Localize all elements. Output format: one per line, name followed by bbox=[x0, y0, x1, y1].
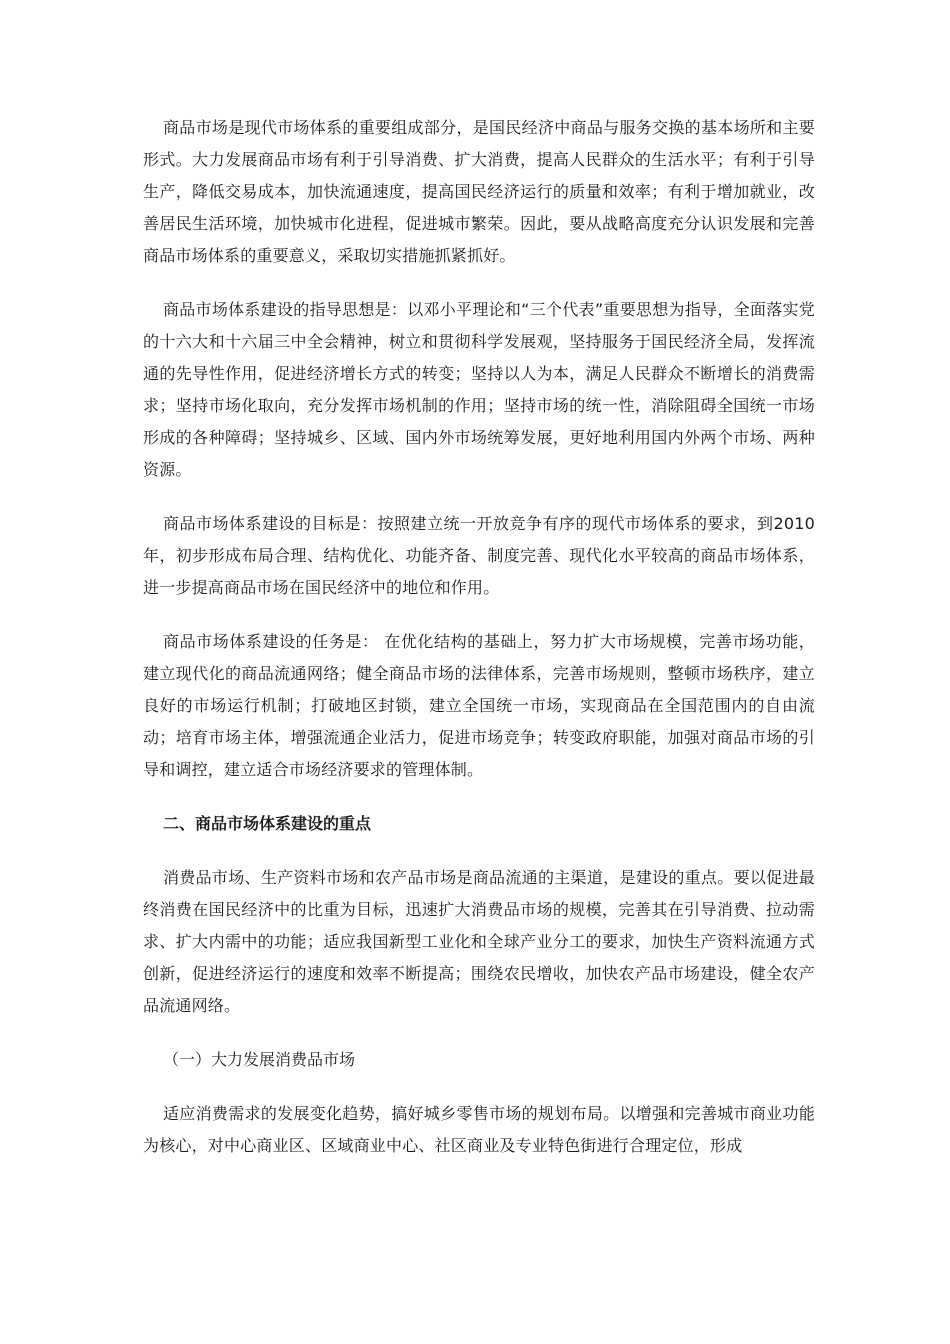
paragraph-consumer-market: 适应消费需求的发展变化趋势，搞好城乡零售市场的规划布局。以增强和完善城市商业功能为核心，对中心商业区、区域商业中心、社区商业及专业特色街进行合理定位，形成 bbox=[143, 1104, 815, 1155]
paragraph-gap bbox=[143, 486, 815, 508]
section-heading: 二、商品市场体系建设的重点 bbox=[163, 814, 372, 833]
paragraph-key-markets: 消费品市场、生产资料市场和农产品市场是商品流通的主渠道，是建设的重点。要以促进最终消费在国民经济中的比重为目标，迅速扩大消费品市场的规模，完善其在引导消费、拉动需求、扩大内需中的功能；适应我国新型工业化和全球产业分工的要求，加快生产资料流通方式创新，促进经济运行的速度和效率不断提高；围绕农民增收，加快农产品市场建设，健全农产品流通网络。 bbox=[143, 868, 815, 1015]
paragraph-gap bbox=[143, 840, 815, 862]
paragraph-tasks: 商品市场体系建设的任务是： 在优化结构的基础上，努力扩大市场规模，完善市场功能，建立现代化的商品流通网络；健全商品市场的法律体系，完善市场规则，整顿市场秩序，建立良好的市场运行机制；打破地区封锁，建立全国统一市场，实现商品在全国范围内的自由流动；培育市场主体，增强流通企业活力，促进市场竞争；转变政府职能，加强对商品市场的引导和调控，建立适合市场经济要求的管理体制。 bbox=[143, 632, 815, 779]
paragraph-guiding-ideology: 商品市场体系建设的指导思想是：以邓小平理论和“三个代表”重要思想为指导，全面落实党的十六大和十六届三中全会精神，树立和贯彻科学发展观，坚持服务于国民经济全局，发挥流通的先导性作用，促进经济增长方式的转变；坚持以人为本，满足人民群众不断增长的消费需求；坚持市场化取向，充分发挥市场机制的作用；坚持市场的统一性，消除阻碍全国统一市场形成的各种障碍；坚持城乡、区域、国内外市场统筹发展，更好地利用国内外两个市场、两种资源。 bbox=[143, 300, 815, 479]
paragraph-goals: 商品市场体系建设的目标是：按照建立统一开放竞争有序的现代市场体系的要求，到2010年，初步形成布局合理、结构优化、功能齐备、制度完善、现代化水平较高的商品市场体系，进一步提高商品市场在国民经济中的地位和作用。 bbox=[143, 514, 815, 597]
paragraph-gap bbox=[143, 1076, 815, 1098]
subsection-heading: （一）大力发展消费品市场 bbox=[163, 1050, 356, 1069]
paragraph-gap bbox=[143, 272, 815, 294]
paragraph-gap bbox=[143, 786, 815, 808]
document-body bbox=[143, 112, 815, 1162]
paragraph-importance: 商品市场是现代市场体系的重要组成部分，是国民经济中商品与服务交换的基本场所和主要形式。大力发展商品市场有利于引导消费、扩大消费，提高人民群众的生活水平；有利于引导生产，降低交易成本，加快流通速度，提高国民经济运行的质量和效率；有利于增加就业，改善居民生活环境，加快城市化进程，促进城市繁荣。因此，要从战略高度充分认识发展和完善商品市场体系的重要意义，采取切实措施抓紧抓好。 bbox=[143, 118, 815, 265]
paragraph-gap bbox=[143, 1022, 815, 1044]
paragraph-gap bbox=[143, 604, 815, 626]
